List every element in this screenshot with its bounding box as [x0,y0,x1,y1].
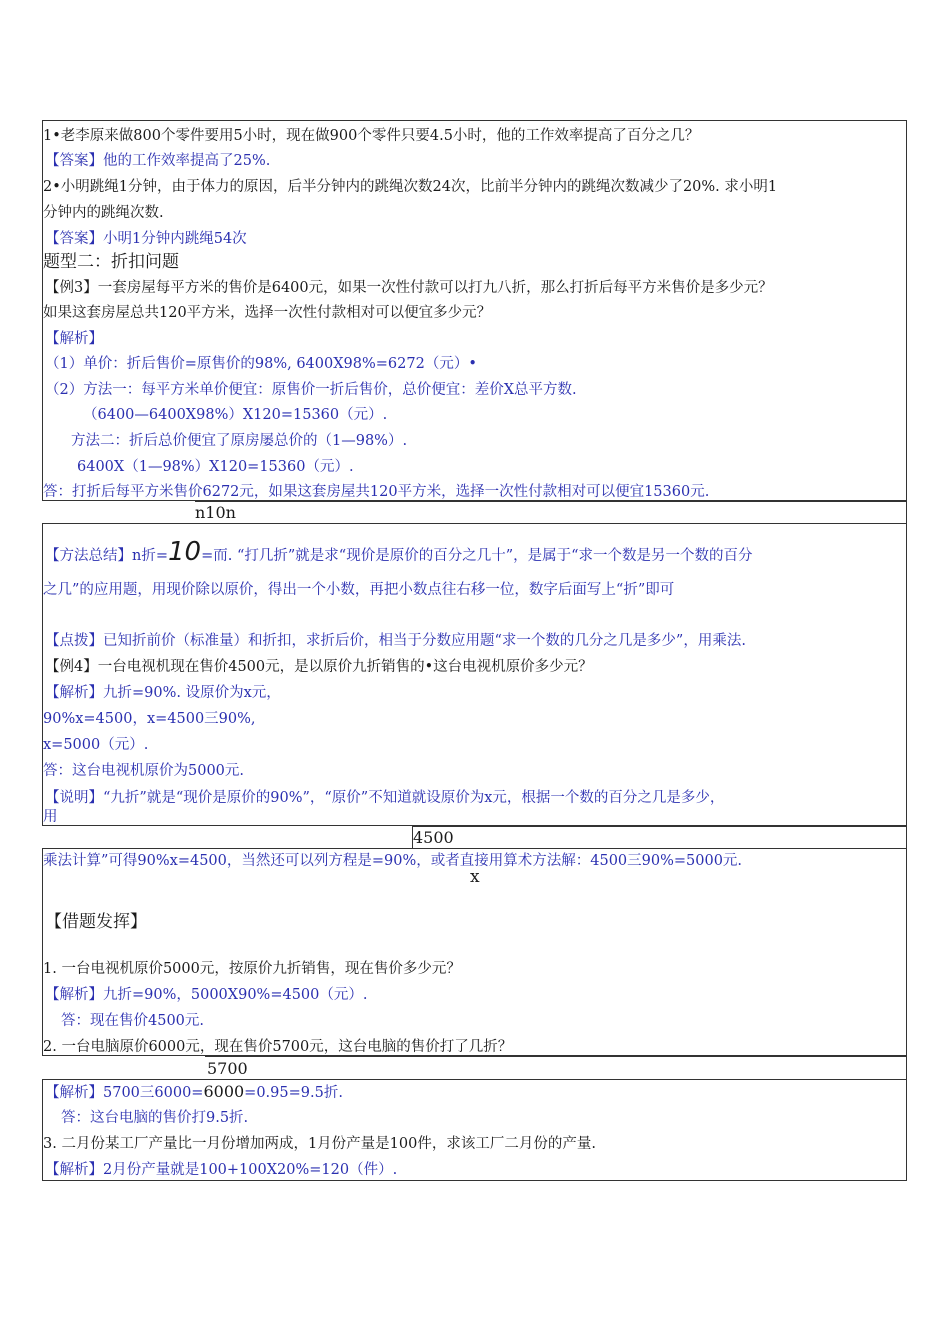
method-summary-line-2: 之几”的应用题，用现价除以原价，得出一个小数，再把小数点往右移一位，数字后面写上“折”即可 [43,582,675,598]
solution-step-2: （2）方法一：每平方米单价便宜：原售价一折后售价，总价便宜：差价X总平方数. [45,382,577,398]
note-line-2: 用 [43,809,58,825]
example-4-equation-1: 90%x=4500，x=4500三90%, [43,711,256,727]
problem-3-analysis: 【解析】2月份产量就是100+100X20%=120（件）. [45,1162,398,1178]
tip-line: 【点拨】已知折前价（标准量）和折扣，求折后价，相当于分数应用题“求一个数的几分之几是多少”，用乘法. [45,633,746,649]
example-4-equation-2: x=5000（元）. [43,737,149,753]
example-4-analysis: 【解析】九折=90%. 设原价为x元， [45,685,281,701]
answer-2: 【答案】小明1分钟内跳绳54次 [45,231,247,247]
example-3-line-2: 如果这套房屋总共120平方米，选择一次性付款相对可以便宜多少元？ [43,305,492,321]
problem-3: 3. 二月份某工厂产量比一月份增加两成，1月份产量是100件，求该工厂二月份的产量. [43,1136,596,1152]
problem-2-answer: 答：这台电脑的售价打9.5折. [61,1110,249,1126]
problem-1-analysis: 【解析】九折=90%，5000X90%=4500（元）. [45,987,368,1003]
fraction-text-2: 4500 [413,828,454,847]
fraction-denominator-6000: 6000 [203,1082,245,1101]
fraction-numerator-10: 10 [168,537,202,567]
fraction-strip-2 [412,826,907,849]
section-2-box [42,523,907,826]
solution-step-1: （1）单价：折后售价=原售价的98%, 6400X98%=6272（元）• [45,356,477,372]
analysis-label: 【解析】 [45,331,103,347]
answer-1: 【答案】他的工作效率提高了25%. [45,153,271,169]
problem-1: 1. 一台电视机原价5000元，按原价九折销售，现在售价多少元？ [43,961,461,977]
solution-step-3: （6400—6400X98%）X120=15360（元）. [83,407,388,423]
question-2-line-2: 分钟内的跳绳次数. [43,205,164,221]
section-1-box [42,120,907,501]
fraction-strip-1 [195,501,907,524]
problem-1-answer: 答：现在售价4500元. [61,1013,205,1029]
example-4-answer: 答：这台电视机原价为5000元. [43,763,245,779]
method-summary-line-1 [45,538,753,570]
fraction-text-1: n10n [195,503,236,522]
extension-heading: 【借题发挥】 [45,912,147,932]
question-2-line-1: 2•小明跳绳1分钟，由于体力的原因，后半分钟内的跳绳次数24次，比前半分钟内的跳绳次数减少了20%. 求小明1 [43,179,778,195]
note-line-1: 【说明】“九折”就是“现价是原价的90%”，“原价”不知道就设原价为x元，根据一个数的百分之几是多少， [45,790,725,806]
problem-2-analysis-prefix: 【解析】5700三6000= [45,1085,204,1101]
fraction-text-3: 5700 [207,1059,248,1078]
problem-2-analysis [45,1082,343,1103]
note-continuation: 乘法计算”可得90%x=4500，当然还可以列方程是=90%，或者直接用算术方法解：4500三90%=5000元. [43,853,743,869]
fraction-strip-3 [205,1056,907,1080]
fraction-denominator-x: x [470,867,480,887]
section-3-box [42,848,907,1056]
problem-2: 2. 一台电脑原价6000元，现在售价5700元，这台电脑的售价打了几折？ [43,1039,513,1055]
example-3-line-1: 【例3】一套房屋每平方米的售价是6400元，如果一次性付款可以打九八折，那么打折后每平方米售价是多少元？ [45,280,773,296]
section-heading: 题型二：折扣问题 [43,252,179,272]
method-summary-prefix: 【方法总结】n折= [45,548,168,564]
section-4-box [42,1079,907,1181]
example-4: 【例4】一台电视机现在售价4500元，是以原价九折销售的•这台电视机原价多少元？ [45,659,593,675]
question-1: 1•老李原来做800个零件要用5小时，现在做900个零件只要4.5小时，他的工作效率提高了百分之几？ [43,128,700,144]
problem-2-analysis-rest: =0.95=9.5折. [244,1085,343,1101]
solution-step-4: 方法二：折后总价便宜了原房屡总价的（1—98%）. [71,433,408,449]
method-summary-rest: =而. “打几折”就是求“现价是原价的百分之几十”，是属于“求一个数是另一个数的百分 [201,548,753,564]
final-answer: 答：打折后每平方米售价6272元，如果这套房屋共120平方米，选择一次性付款相对可以便宜15360元. [43,484,710,500]
solution-step-5: 6400X（1—98%）X120=15360（元）. [77,459,354,475]
